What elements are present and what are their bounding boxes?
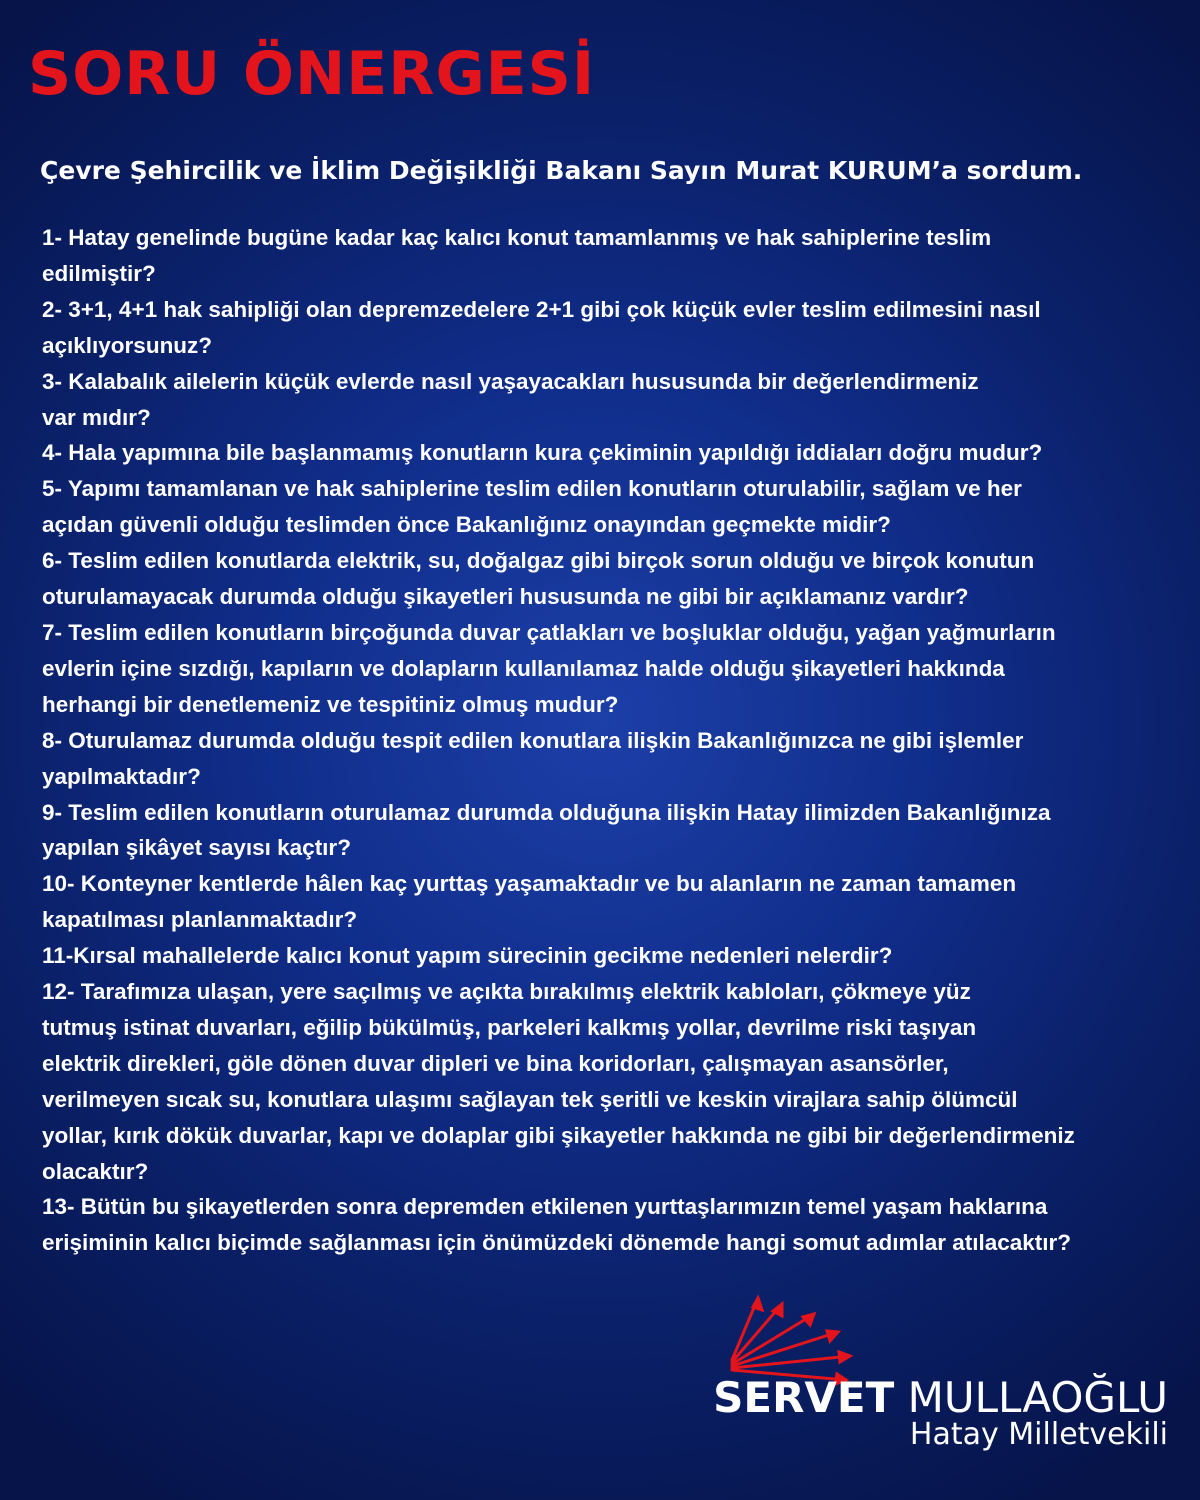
question-item: 11-Kırsal mahallelerde kalıcı konut yapım sürecinin gecikme nedenleri nelerdir? [42,943,893,969]
question-item: 4- Hala yapımına bile başlanmamış konutların kura çekiminin yapıldığı iddiaları doğru mudur? [42,440,1043,466]
question-item: 7- Teslim edilen konutların birçoğunda duvar çatlakları ve boşluklar olduğu, yağan yağmurların evlerin içine sızdığı, kapıların ve dolapların kullanılamaz halde olduğu şikayetleri hakkında herhangi bir denetlemeniz ve tespitiniz olmuş mudur? [42,619,1056,717]
question-item: 12- Tarafımıza ulaşan, yere saçılmış ve açıkta bırakılmış elektrik kabloları, çökmeye yüz tutmuş istinat duvarları, eğilip bükülmüş, parkeleri kalkmış yollar, devrilme riski taşıyan elektrik direkleri, göle dönen duvar dipleri ve bina koridorları, çalışmayan asansörler, verilmeyen sıcak su, konutlara ulaşımı sağlayan tek şeritli ve keskin virajlara sahip ölümcül yollar, kırık dökük duvarlar, kapı ve dolaplar gibi şikayetler hakkında ne gibi bir değerlendirmeniz olacaktır? [42,979,1075,1184]
question-item: 8- Oturulamaz durumda olduğu tespit edilen konutlara ilişkin Bakanlığınızca ne gibi işlemler yapılmaktadır? [42,727,1024,789]
signature-first-name: SERVET [713,1373,895,1422]
question-item: 5- Yapımı tamamlanan ve hak sahiplerine teslim edilen konutların oturulabilir, sağlam ve her açıdan güvenli olduğu teslimden önce Bakanlığınız onayından geçmekte midir? [42,476,1022,538]
question-item: 2- 3+1, 4+1 hak sahipliği olan depremzedelere 2+1 gibi çok küçük evler teslim edilmesini nasıl açıklıyorsunuz? [42,296,1041,358]
question-item: 3- Kalabalık ailelerin küçük evlerde nasıl yaşayacakları hususunda bir değerlendirmeniz var mıdır? [42,368,979,430]
question-item: 13- Bütün bu şikayetlerden sonra depremden etkilenen yurttaşlarımızın temel yaşam haklarına erişiminin kalıcı biçimde sağlanması için önümüzdeki dönemde hangi somut adımlar atılacaktır? [42,1194,1072,1256]
question-item: 10- Konteyner kentlerde hâlen kaç yurttaş yaşamaktadır ve bu alanların ne zaman tamamen kapatılması planlanmaktadır? [42,871,1017,933]
document-subtitle: Çevre Şehircilik ve İklim Değişikliği Bakanı Sayın Murat KURUM’a sordum. [40,156,1083,185]
question-list [42,220,1190,1261]
question-item: 9- Teslim edilen konutların oturulamaz durumda olduğuna ilişkin Hatay ilimizden Bakanlığınıza yapılan şikâyet sayısı kaçtır? [42,799,1051,861]
signature-last-name: MULLAOĞLU [907,1373,1168,1422]
document-title: SORU ÖNERGESİ [28,39,596,109]
question-item: 1- Hatay genelinde bugüne kadar kaç kalıcı konut tamamlanmış ve hak sahiplerine teslim edilmiştir? [42,225,992,286]
question-item: 6- Teslim edilen konutlarda elektrik, su, doğalgaz gibi birçok sorun olduğu ve birçok konutun oturulamayacak durumda olduğu şikayetleri hususunda ne gibi bir açıklamanız vardır? [42,548,1035,610]
signature-role: Hatay Milletvekili [909,1417,1168,1452]
